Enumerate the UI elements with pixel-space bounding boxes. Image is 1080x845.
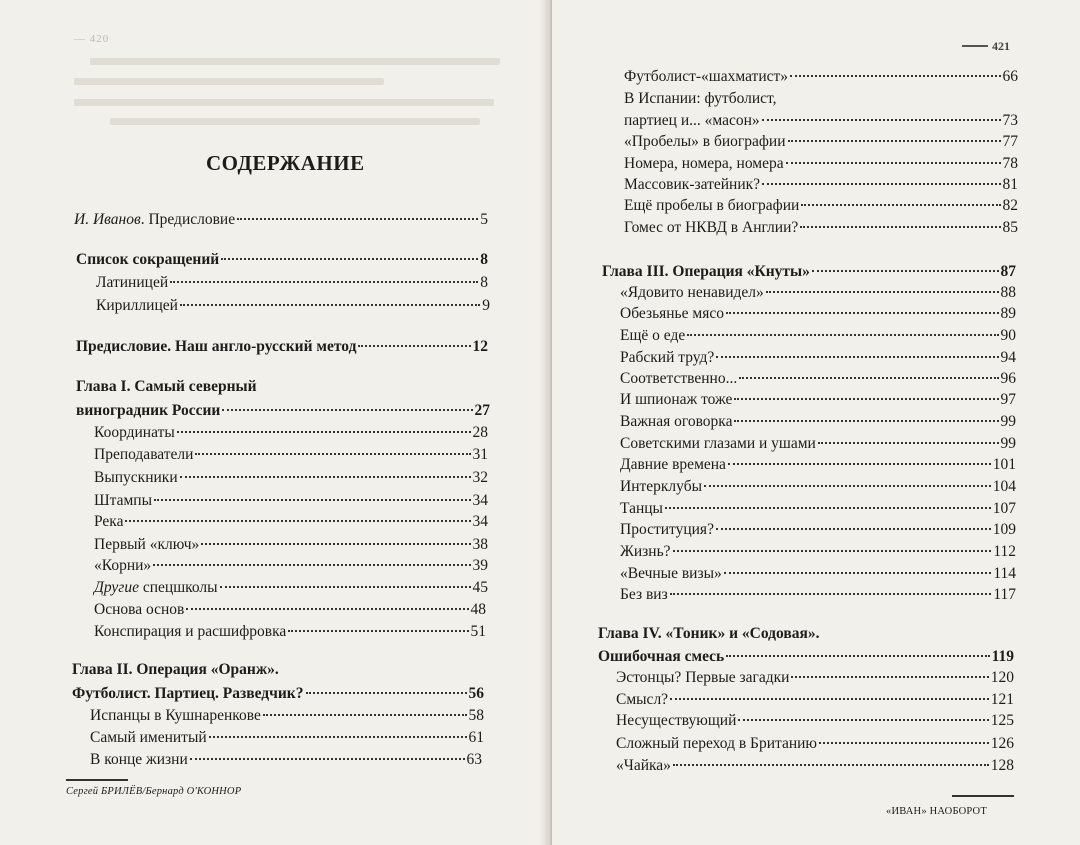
toc-entry bbox=[624, 196, 1018, 215]
toc-entry-page: 77 bbox=[1002, 133, 1018, 150]
toc-entry-page: 121 bbox=[990, 691, 1014, 708]
toc-entry bbox=[620, 434, 1016, 453]
toc-entry bbox=[72, 684, 484, 703]
toc-entry bbox=[616, 734, 1014, 753]
toc-entry-label: Эстонцы? Первые загадки bbox=[616, 669, 790, 686]
toc-entry-label: В Испании: футболист, bbox=[624, 90, 777, 107]
toc-entry-label: Проституция? bbox=[620, 521, 714, 538]
toc-entry bbox=[96, 296, 490, 315]
toc-entry bbox=[620, 542, 1016, 561]
toc-entry-page: 48 bbox=[470, 601, 486, 618]
toc-entry-page: 51 bbox=[470, 623, 486, 640]
toc-entry-page: 109 bbox=[992, 521, 1016, 538]
toc-entry bbox=[620, 283, 1016, 302]
toc-entry bbox=[90, 706, 484, 725]
toc-entry bbox=[620, 369, 1016, 388]
toc-entry-page: 27 bbox=[474, 402, 490, 419]
toc-entry-page: 112 bbox=[993, 543, 1016, 560]
bleed-through-line bbox=[74, 99, 494, 106]
toc-entry bbox=[96, 273, 488, 292]
toc-entry-label: спецшколы bbox=[138, 579, 218, 596]
toc-entry-label: Основа основ bbox=[94, 601, 185, 618]
toc-entry-label: Первый «ключ» bbox=[94, 536, 200, 553]
toc-entry-label: Список сокращений bbox=[76, 251, 220, 268]
toc-entry-label: Река bbox=[94, 513, 124, 530]
toc-entry-page: 38 bbox=[472, 536, 488, 553]
toc-entry-page: 126 bbox=[990, 735, 1014, 752]
toc-entry bbox=[94, 578, 488, 597]
toc-entry-page: 94 bbox=[1000, 349, 1016, 366]
toc-entry-label: Глава II. Операция «Оранж». bbox=[72, 661, 279, 678]
toc-entry bbox=[620, 477, 1016, 496]
toc-entry-page: 82 bbox=[1002, 197, 1018, 214]
right-page-number: 421 bbox=[992, 39, 1010, 53]
toc-entry-label: Глава I. Самый северный bbox=[76, 378, 257, 395]
toc-entry-page: 85 bbox=[1002, 219, 1018, 236]
toc-title: СОДЕРЖАНИЕ bbox=[206, 151, 365, 175]
bleed-through-line bbox=[90, 58, 500, 65]
toc-entry-page: 119 bbox=[991, 648, 1014, 665]
toc-entry bbox=[94, 512, 488, 531]
toc-entry-label: Самый именитый bbox=[90, 729, 207, 746]
toc-entry-page: 99 bbox=[1000, 435, 1016, 452]
toc-entry bbox=[620, 455, 1016, 474]
toc-entry-page: 89 bbox=[1000, 305, 1016, 322]
toc-entry-page: 96 bbox=[1000, 370, 1016, 387]
toc-entry-label: Футболист. Партиец. Разведчик? bbox=[72, 685, 304, 702]
toc-entry bbox=[598, 647, 1014, 666]
toc-entry-label: Координаты bbox=[94, 424, 175, 441]
folio-rule bbox=[962, 45, 988, 47]
toc-entry-page: 63 bbox=[466, 751, 482, 768]
toc-entry-label: . Предисловие bbox=[140, 211, 236, 228]
toc-entry-page: 45 bbox=[472, 579, 488, 596]
toc-entry-page: 28 bbox=[472, 424, 488, 441]
toc-entry-label: И шпионаж тоже bbox=[620, 391, 733, 408]
toc-entry bbox=[94, 445, 488, 464]
toc-entry-page: 34 bbox=[472, 492, 488, 509]
toc-entry-page: 9 bbox=[482, 297, 490, 314]
toc-entry bbox=[620, 390, 1016, 409]
toc-entry bbox=[94, 535, 488, 554]
toc-entry-page: 117 bbox=[993, 586, 1016, 603]
toc-entry-label: Кириллицей bbox=[96, 297, 178, 314]
bleed-through-line bbox=[74, 78, 384, 85]
toc-entry-page: 120 bbox=[990, 669, 1014, 686]
toc-entry-page: 88 bbox=[1000, 284, 1016, 301]
toc-entry-label: Важная оговорка bbox=[620, 413, 733, 430]
toc-entry-label: Глава IV. «Тоник» и «Содовая». bbox=[598, 625, 820, 642]
toc-entry-page: 81 bbox=[1002, 176, 1018, 193]
toc-entry-label: Выпускники bbox=[94, 469, 178, 486]
toc-entry-label: «Ядовито ненавидел» bbox=[620, 284, 764, 301]
toc-entry-page: 34 bbox=[472, 513, 488, 530]
toc-entry bbox=[620, 499, 1016, 518]
toc-entry-page: 61 bbox=[468, 729, 484, 746]
toc-entry-page: 12 bbox=[472, 338, 488, 355]
toc-entry-page: 8 bbox=[480, 251, 488, 268]
toc-entry-page: 97 bbox=[1000, 391, 1016, 408]
toc-entry-label: Обезьянье мясо bbox=[620, 305, 724, 322]
toc-entry-page: 125 bbox=[990, 712, 1014, 729]
toc-entry-page: 87 bbox=[1000, 263, 1016, 280]
toc-entry bbox=[616, 711, 1014, 730]
toc-entry-label: Предисловие. Наш англо-русский метод bbox=[76, 338, 357, 355]
toc-entry-page: 73 bbox=[1002, 112, 1018, 129]
toc-entry-label: Гомес от НКВД в Англии? bbox=[624, 219, 799, 236]
toc-entry-page: 78 bbox=[1002, 155, 1018, 172]
toc-entry-label: Футболист-«шахматист» bbox=[624, 68, 789, 85]
toc-entry-label: Советскими глазами и ушами bbox=[620, 435, 816, 452]
toc-entry-label: Преподаватели bbox=[94, 446, 194, 463]
toc-entry-page: 31 bbox=[472, 446, 488, 463]
toc-entry-label: «Вечные визы» bbox=[620, 565, 722, 582]
toc-entry bbox=[620, 304, 1016, 323]
toc-entry-page: 128 bbox=[990, 757, 1014, 774]
toc-entry bbox=[620, 326, 1016, 345]
toc-entry-label: Соответственно... bbox=[620, 370, 738, 387]
toc-entry-label: Давние времена bbox=[620, 456, 726, 473]
toc-entry-label: «Чайка» bbox=[616, 757, 671, 774]
toc-entry bbox=[94, 600, 486, 619]
toc-entry bbox=[94, 423, 488, 442]
toc-entry bbox=[76, 337, 488, 356]
toc-entry-page: 101 bbox=[992, 456, 1016, 473]
toc-entry bbox=[620, 564, 1016, 583]
toc-entry-label: «Корни» bbox=[94, 557, 152, 574]
toc-entry bbox=[90, 750, 482, 769]
toc-entry-label: Сложный переход в Британию bbox=[616, 735, 818, 752]
toc-entry-page: 66 bbox=[1002, 68, 1018, 85]
toc-entry-label: виноградник России bbox=[76, 402, 221, 419]
toc-entry-label: «Пробелы» в биографии bbox=[624, 133, 786, 150]
toc-entry-label: Конспирация и расшифровка bbox=[94, 623, 287, 640]
toc-entry bbox=[90, 728, 484, 747]
toc-entry-label: Жизнь? bbox=[620, 543, 671, 560]
toc-entry bbox=[624, 218, 1018, 237]
toc-entry-label: Смысл? bbox=[616, 691, 669, 708]
toc-entry-label: Без виз bbox=[620, 586, 668, 603]
toc-entry-label: Латиницей bbox=[96, 274, 169, 291]
toc-entry bbox=[620, 585, 1016, 604]
toc-entry bbox=[624, 111, 1018, 130]
toc-entry bbox=[616, 756, 1014, 775]
toc-entry-label: Ошибочная смесь bbox=[598, 648, 725, 665]
toc-entry-author: И. Иванов bbox=[74, 211, 141, 228]
toc-entry-page: 8 bbox=[480, 274, 488, 291]
toc-entry bbox=[616, 690, 1014, 709]
toc-entry-label: партиец и... «масон» bbox=[624, 112, 760, 129]
toc-entry-label: Массовик-затейник? bbox=[624, 176, 761, 193]
left-folio-mark: — 420 bbox=[74, 33, 110, 45]
toc-entry-label: Штампы bbox=[94, 492, 152, 509]
running-footer-right: «ИВАН» НАОБОРОТ bbox=[886, 806, 987, 817]
toc-entry bbox=[620, 520, 1016, 539]
toc-entry bbox=[94, 622, 486, 641]
toc-entry-italic-word: Другие bbox=[94, 579, 139, 596]
toc-entry bbox=[624, 175, 1018, 194]
toc-entry-page: 107 bbox=[992, 500, 1016, 517]
toc-entry-label: Рабский труд? bbox=[620, 349, 715, 366]
toc-entry-page: 90 bbox=[1000, 327, 1016, 344]
toc-entry-label: Ещё пробелы в биографии bbox=[624, 197, 800, 214]
toc-entry-label: Танцы bbox=[620, 500, 663, 517]
toc-entry bbox=[94, 491, 488, 510]
toc-entry bbox=[620, 348, 1016, 367]
toc-entry-label: Глава III. Операция «Кнуты» bbox=[602, 263, 810, 280]
toc-entry-page: 58 bbox=[468, 707, 484, 724]
toc-entry-label: Ещё о еде bbox=[620, 327, 686, 344]
toc-entry bbox=[602, 262, 1016, 281]
toc-entry-page: 99 bbox=[1000, 413, 1016, 430]
toc-entry bbox=[624, 132, 1018, 151]
toc-entry-label: Интерклубы bbox=[620, 478, 703, 495]
toc-entry bbox=[74, 210, 488, 229]
toc-entry-page: 5 bbox=[480, 211, 488, 228]
bleed-through-line bbox=[110, 118, 480, 125]
footer-rule bbox=[952, 795, 1014, 797]
toc-entry bbox=[624, 67, 1018, 86]
toc-entry-page: 56 bbox=[468, 685, 484, 702]
toc-entry-page: 39 bbox=[472, 557, 488, 574]
toc-entry bbox=[620, 412, 1016, 431]
toc-entry-label: Несуществующий bbox=[616, 712, 737, 729]
toc-entry-label: Номера, номера, номера bbox=[624, 155, 784, 172]
toc-entry bbox=[624, 154, 1018, 173]
toc-entry bbox=[94, 468, 488, 487]
toc-entry-page: 104 bbox=[992, 478, 1016, 495]
toc-entry-label: В конце жизни bbox=[90, 751, 188, 768]
toc-entry bbox=[76, 250, 488, 269]
footer-rule bbox=[66, 779, 128, 781]
toc-entry-label: Испанцы в Кушнаренкове bbox=[90, 707, 261, 724]
toc-entry-page: 114 bbox=[993, 565, 1016, 582]
toc-entry bbox=[616, 668, 1014, 687]
toc-entry-page: 32 bbox=[472, 469, 488, 486]
toc-entry bbox=[76, 401, 490, 420]
toc-entry bbox=[94, 556, 488, 575]
running-footer-left: Сергей БРИЛЁВ/Бернард О'КОННОР bbox=[66, 786, 242, 797]
